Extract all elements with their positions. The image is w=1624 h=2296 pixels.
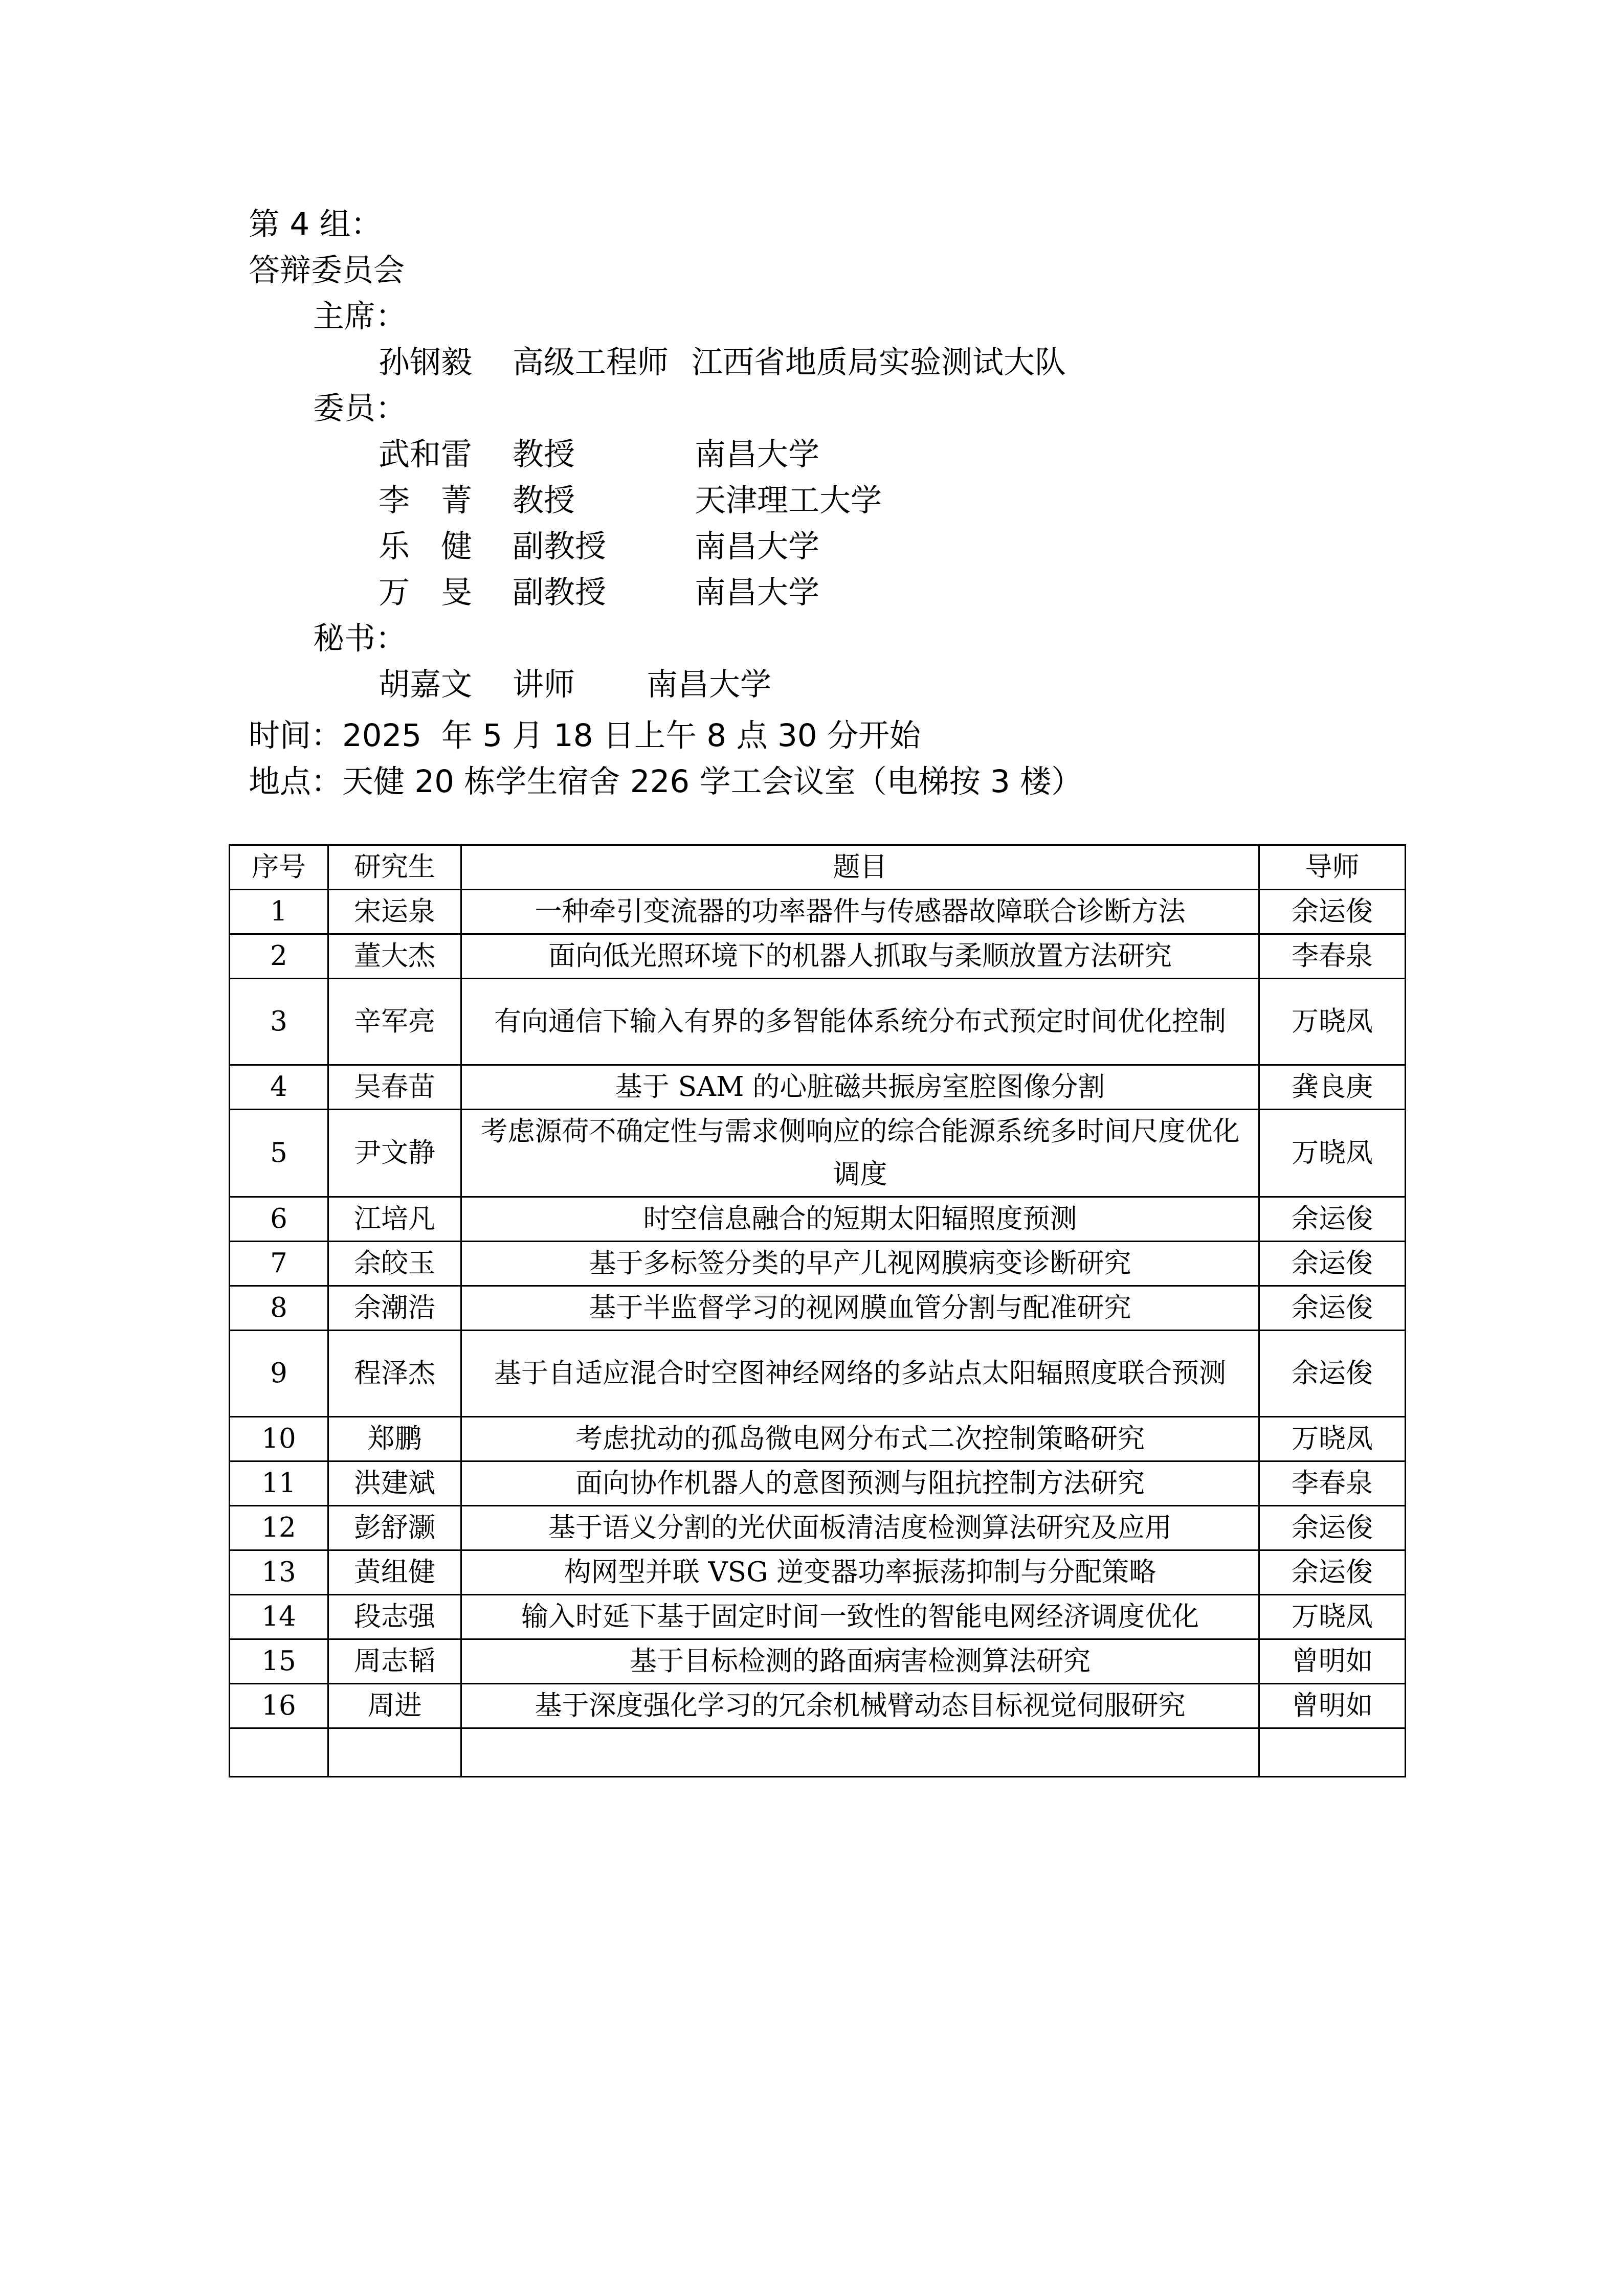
row-student: 尹文静 <box>328 1110 461 1197</box>
row-index: 16 <box>230 1684 328 1728</box>
row-advisor: 余运俊 <box>1259 890 1406 934</box>
row-advisor: 余运俊 <box>1259 1197 1406 1242</box>
row-advisor: 万晓凤 <box>1259 979 1406 1065</box>
header-advisor: 导师 <box>1259 845 1406 890</box>
row-student: 宋运泉 <box>328 890 461 934</box>
table-header-row <box>230 845 1406 890</box>
row-title: 基于自适应混合时空图神经网络的多站点太阳辐照度联合预测 <box>461 1331 1259 1417</box>
secretary-name: 胡嘉文 <box>379 666 473 703</box>
table-row <box>230 1331 1406 1417</box>
row-title: 一种牵引变流器的功率器件与传感器故障联合诊断方法 <box>461 890 1259 934</box>
row-index: 1 <box>230 890 328 934</box>
chair-name: 孙钢毅 <box>379 344 473 380</box>
member-title: 教授 <box>513 482 575 519</box>
row-advisor: 曾明如 <box>1259 1684 1406 1728</box>
row-student: 周志韬 <box>328 1639 461 1684</box>
row-index: 8 <box>230 1286 328 1331</box>
row-index: 4 <box>230 1065 328 1110</box>
empty-cell <box>328 1728 461 1777</box>
member-row <box>379 432 820 478</box>
member-org: 南昌大学 <box>695 528 820 565</box>
member-org: 天津理工大学 <box>695 482 882 519</box>
table-row <box>230 1197 1406 1242</box>
row-title: 面向协作机器人的意图预测与阻抗控制方法研究 <box>461 1461 1259 1506</box>
row-title: 基于 SAM 的心脏磁共振房室腔图像分割 <box>461 1065 1259 1110</box>
row-student: 洪建斌 <box>328 1461 461 1506</box>
table-row <box>230 934 1406 979</box>
place-line: 地点：天健 20 栋学生宿舍 226 学工会议室（电梯按 3 楼） <box>249 763 1083 800</box>
row-title: 考虑源荷不确定性与需求侧响应的综合能源系统多时间尺度优化调度 <box>461 1110 1259 1197</box>
table-row <box>230 1065 1406 1110</box>
table-row <box>230 1595 1406 1639</box>
row-index: 11 <box>230 1461 328 1506</box>
table-row <box>230 1242 1406 1286</box>
member-title: 教授 <box>513 436 575 472</box>
row-index: 13 <box>230 1550 328 1595</box>
members-label: 委员： <box>313 390 407 426</box>
member-name: 李 菁 <box>379 482 473 519</box>
row-index: 9 <box>230 1331 328 1417</box>
member-name: 万 旻 <box>379 574 473 611</box>
chair-org: 江西省地质局实验测试大队 <box>692 344 1066 380</box>
table-row <box>230 1684 1406 1728</box>
table-row <box>230 1639 1406 1684</box>
empty-cell <box>1259 1728 1406 1777</box>
row-index: 5 <box>230 1110 328 1197</box>
row-title: 基于多标签分类的早产儿视网膜病变诊断研究 <box>461 1242 1259 1286</box>
row-index: 15 <box>230 1639 328 1684</box>
member-org: 南昌大学 <box>695 436 820 472</box>
row-title: 面向低光照环境下的机器人抓取与柔顺放置方法研究 <box>461 934 1259 979</box>
table-row <box>230 1461 1406 1506</box>
row-title: 有向通信下输入有界的多智能体系统分布式预定时间优化控制 <box>461 979 1259 1065</box>
row-title: 基于语义分割的光伏面板清洁度检测算法研究及应用 <box>461 1506 1259 1550</box>
chair-row <box>379 340 1066 386</box>
row-index: 10 <box>230 1417 328 1461</box>
row-index: 7 <box>230 1242 328 1286</box>
member-org: 南昌大学 <box>695 574 820 611</box>
header-index: 序号 <box>230 845 328 890</box>
member-title: 副教授 <box>513 528 607 565</box>
table-row <box>230 1417 1406 1461</box>
table-row-empty <box>230 1728 1406 1777</box>
time-line: 时间：2025 年 5 月 18 日上午 8 点 30 分开始 <box>249 717 921 754</box>
empty-cell <box>230 1728 328 1777</box>
row-advisor: 万晓凤 <box>1259 1417 1406 1461</box>
empty-cell <box>461 1728 1259 1777</box>
table-row <box>230 979 1406 1065</box>
row-student: 吴春苗 <box>328 1065 461 1110</box>
member-row <box>379 478 882 524</box>
table-row <box>230 1286 1406 1331</box>
member-title: 副教授 <box>513 574 607 611</box>
member-name: 乐 健 <box>379 528 473 565</box>
row-student: 余潮浩 <box>328 1286 461 1331</box>
row-advisor: 万晓凤 <box>1259 1110 1406 1197</box>
table-row <box>230 1550 1406 1595</box>
row-advisor: 李春泉 <box>1259 1461 1406 1506</box>
row-advisor: 余运俊 <box>1259 1286 1406 1331</box>
row-index: 14 <box>230 1595 328 1639</box>
member-row <box>379 570 820 616</box>
table-row <box>230 890 1406 934</box>
row-advisor: 李春泉 <box>1259 934 1406 979</box>
row-advisor: 余运俊 <box>1259 1242 1406 1286</box>
row-title: 输入时延下基于固定时间一致性的智能电网经济调度优化 <box>461 1595 1259 1639</box>
secretary-label: 秘书： <box>313 620 407 657</box>
row-student: 江培凡 <box>328 1197 461 1242</box>
table-row <box>230 1110 1406 1197</box>
chair-title: 高级工程师 <box>513 344 669 380</box>
row-student: 彭舒灏 <box>328 1506 461 1550</box>
row-student: 郑鹏 <box>328 1417 461 1461</box>
row-index: 2 <box>230 934 328 979</box>
row-advisor: 万晓凤 <box>1259 1595 1406 1639</box>
row-student: 程泽杰 <box>328 1331 461 1417</box>
row-title: 基于深度强化学习的冗余机械臂动态目标视觉伺服研究 <box>461 1684 1259 1728</box>
group-label: 第 4 组： <box>249 206 382 242</box>
table-row <box>230 1506 1406 1550</box>
row-student: 黄组健 <box>328 1550 461 1595</box>
row-index: 3 <box>230 979 328 1065</box>
row-student: 段志强 <box>328 1595 461 1639</box>
secretary-row <box>379 662 772 708</box>
committee-heading: 答辩委员会 <box>249 252 405 288</box>
row-student: 周进 <box>328 1684 461 1728</box>
header-student: 研究生 <box>328 845 461 890</box>
secretary-title: 讲师 <box>513 666 575 703</box>
row-student: 余皎玉 <box>328 1242 461 1286</box>
member-row <box>379 524 820 570</box>
row-title: 构网型并联 VSG 逆变器功率振荡抑制与分配策略 <box>461 1550 1259 1595</box>
row-title: 考虑扰动的孤岛微电网分布式二次控制策略研究 <box>461 1417 1259 1461</box>
row-advisor: 余运俊 <box>1259 1506 1406 1550</box>
row-advisor: 曾明如 <box>1259 1639 1406 1684</box>
chair-label: 主席： <box>313 298 407 334</box>
row-advisor: 余运俊 <box>1259 1331 1406 1417</box>
member-name: 武和雷 <box>379 436 473 472</box>
row-title: 基于半监督学习的视网膜血管分割与配准研究 <box>461 1286 1259 1331</box>
secretary-org: 南昌大学 <box>647 666 772 703</box>
row-index: 6 <box>230 1197 328 1242</box>
row-title: 时空信息融合的短期太阳辐照度预测 <box>461 1197 1259 1242</box>
row-student: 董大杰 <box>328 934 461 979</box>
row-advisor: 余运俊 <box>1259 1550 1406 1595</box>
header-title: 题目 <box>461 845 1259 890</box>
row-advisor: 龚良庚 <box>1259 1065 1406 1110</box>
row-index: 12 <box>230 1506 328 1550</box>
defense-schedule-table <box>229 844 1406 1777</box>
row-student: 辛军亮 <box>328 979 461 1065</box>
row-title: 基于目标检测的路面病害检测算法研究 <box>461 1639 1259 1684</box>
